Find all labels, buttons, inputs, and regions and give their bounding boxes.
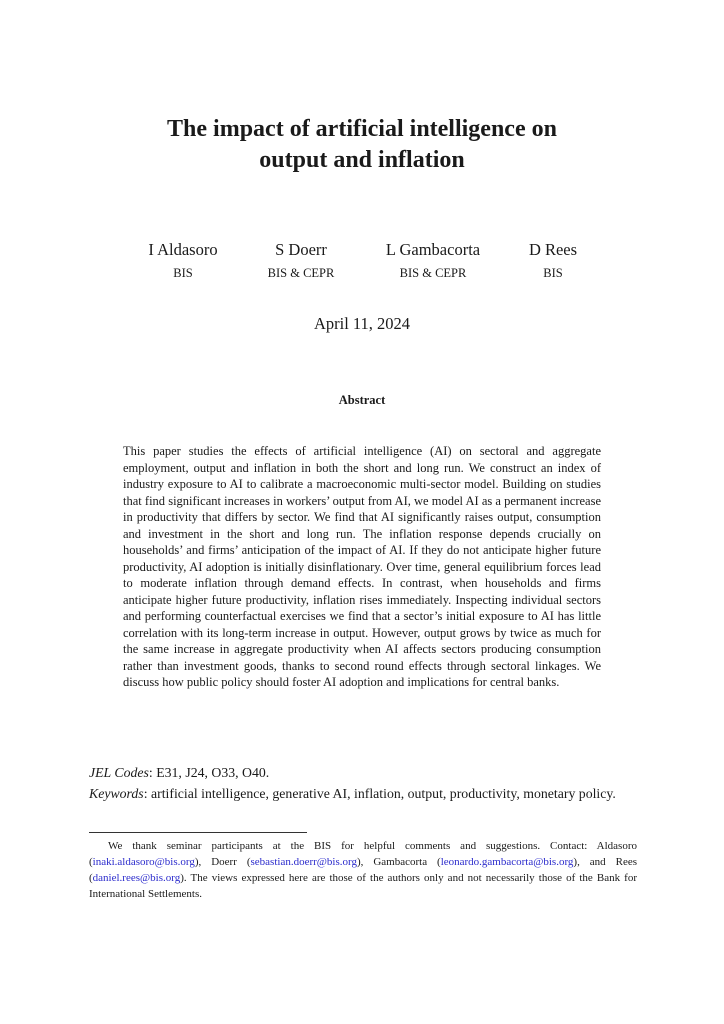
author-block-3 (368, 240, 498, 281)
title-line-1: The impact of artificial intelligence on (167, 116, 557, 142)
author-block-2 (236, 240, 366, 281)
abstract-text: This paper studies the effects of artificial intelligence (AI) on sectoral and aggregate employment, output and inflation in both the short and long run. We construct an index of industry exposure to AI to calibrate a macroeconomic multi-sector model. Building on studies that find significant increases in workers’ output from AI, we model AI as a permanent increase in productivity that differs by sector. We find that AI significantly raises output, consumption and investment in the short and long run. The inflation response depends crucially on households’ and firms’ anticipation of the impact of AI. If they do not anticipate higher future productivity, AI adoption is initially disinflationary. Over time, general equilibrium forces lead to moderate inflation through demand effects. In contrast, when households and firms anticipate higher future productivity, inflation rises immediately. Inspecting individual sectors and performing counterfactual exercises we find that a sector’s initial exposure to AI has little correlation with its long-term increase in output. However, output grows by twice as much for the same increase in aggregate productivity when AI affects sectors producing consumption rather than investment goods, thanks to second round effects through sectoral linkages. We discuss how public policy should foster AI adoption and implications for central banks. (123, 444, 601, 689)
footnote (89, 838, 637, 902)
keywords-label: Keywords (89, 786, 144, 801)
jel-label: JEL Codes (89, 765, 149, 780)
footnote-text: ), Gambacorta ( (356, 856, 441, 868)
author-affiliation: BIS (543, 266, 563, 280)
author-block-1 (118, 240, 248, 281)
author-affiliation: BIS (173, 266, 193, 280)
author-name: S Doerr (275, 240, 327, 259)
author-affiliation: BIS & CEPR (267, 266, 335, 280)
author-block-4 (488, 240, 618, 281)
email-link-doerr[interactable]: sebastian.doerr@bis.org (250, 856, 357, 868)
author-affiliation: BIS & CEPR (399, 266, 467, 280)
jel-codes (89, 764, 637, 782)
paper-title (0, 114, 724, 176)
footnote-divider (89, 832, 307, 833)
footnote-outro: ). The views expressed here are those of the authors only and not necessarily those of the Bank for International Settlements. (89, 872, 637, 900)
keywords (89, 782, 637, 806)
footnote-text: ), and Rees ( (89, 856, 637, 884)
title-line-2: output and inflation (259, 147, 465, 173)
email-link-gambacorta[interactable]: leonardo.gambacorta@bis.org (440, 856, 574, 868)
author-name: I Aldasoro (148, 240, 218, 259)
jel-value: : E31, J24, O33, O40. (148, 765, 270, 780)
email-link-aldasoro[interactable]: inaki.aldasoro@bis.org (92, 856, 195, 868)
abstract-heading: Abstract (338, 393, 386, 407)
footnote-text: ), Doerr ( (194, 856, 251, 868)
footnote-intro: We thank seminar participants at the BIS for helpful comments and suggestions. Contact: Aldasoro ( (89, 840, 637, 868)
author-name: L Gambacorta (385, 240, 481, 259)
email-link-rees[interactable]: daniel.rees@bis.org (92, 872, 181, 884)
publication-date: April 11, 2024 (313, 314, 411, 333)
keywords-value: : artificial intelligence, generative AI, inflation, output, productivity, monetary policy. (143, 786, 616, 801)
author-name: D Rees (528, 240, 578, 259)
